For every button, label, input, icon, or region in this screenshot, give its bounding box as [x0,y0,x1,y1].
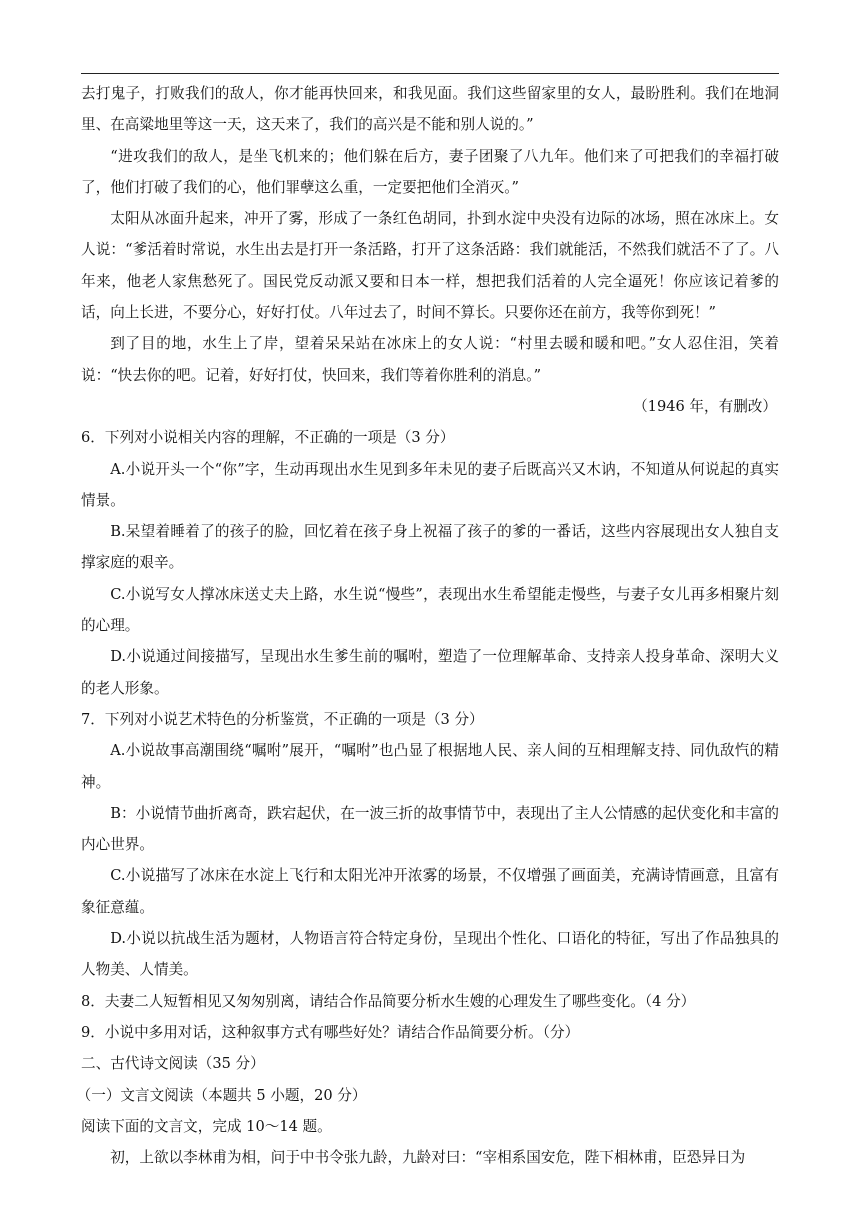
document-body [76,78,779,1173]
subsection-heading: （一）文言文阅读（本题共 5 小题，20 分） [76,1086,367,1104]
question-7-option-d: D.小说以抗战生活为题材，人物语言符合特定身份，呈现出个性化、口语化的特征，写出了作品独具的人物美、人情美。 [81,930,779,979]
header-rule [81,73,779,74]
passage-paragraph: 太阳从冰面升起来，冲开了雾，形成了一条红色胡同，扑到水淀中央没有边际的冰场，照在冰床上。女人说：“爹活着时常说，水生出去是打开一条活路，打开了这条活路：我们就能活，不然我们就活不了了。八年来，他老人家焦愁死了。国民党反动派又要和日本一样，想把我们活着的人完全逼死！你应该记着爹的话，向上长进，不要分心，好好打仗。八年过去了，时间不算长。只要你还在前方，我等你到死！” [81,210,779,322]
section-heading: 二、古代诗文阅读（35 分） [81,1055,265,1073]
question-8: 8．夫妻二人短暂相见又匆匆别离，请结合作品简要分析水生嫂的心理发生了哪些变化。（4 分） [81,992,696,1010]
question-7-option-c: C.小说描写了冰床在水淀上飞行和太阳光冲开浓雾的场景，不仅增强了画面美，充满诗情画意，且富有象征意蕴。 [81,867,779,916]
reading-instruction: 阅读下面的文言文，完成 10～14 题。 [81,1117,332,1135]
passage-paragraph: 到了目的地，水生上了岸，望着呆呆站在冰床上的女人说：“村里去暖和暖和吧。”女人忍住泪，笑着说：“快去你的吧。记着，好好打仗，快回来，我们等着你胜利的消息。” [81,335,779,384]
question-7-option-b: B：小说情节曲折离奇，跌宕起伏，在一波三折的故事情节中，表现出了主人公情感的起伏变化和丰富的内心世界。 [81,804,779,854]
passage-paragraph: 去打鬼子，打败我们的敌人，你才能再快回来，和我见面。我们这些留家里的女人，最盼胜利。我们在地洞里、在高粱地里等这一天，这天来了，我们的高兴是不能和别人说的。” [81,85,779,134]
question-7-stem: 7．下列对小说艺术特色的分析鉴赏，不正确的一项是（3 分） [81,710,484,728]
question-6-option-c: C.小说写女人撑冰床送丈夫上路，水生说“慢些”，表现出水生希望能走慢些，与妻子女儿再多相聚片刻的心理。 [81,585,779,635]
passage-paragraph: “进攻我们的敌人，是坐飞机来的；他们躲在后方，妻子团聚了八九年。他们来了可把我们的幸福打破了，他们打破了我们的心，他们罪孽这么重，一定要把他们全消灭。” [81,147,779,196]
question-7-option-a: A.小说故事高潮围绕“嘱咐”展开，“嘱咐”也凸显了根据地人民、亲人间的互相理解支持、同仇敌忾的精神。 [81,742,779,791]
source-note: （1946 年，有删改） [633,397,777,415]
question-9: 9．小说中多用对话，这种叙事方式有哪些好处？请结合作品简要分析。（分） [81,1023,580,1041]
question-6-option-a: A.小说开头一个“你”字，生动再现出水生见到多年未见的妻子后既高兴又木讷，不知道从何说起的真实情景。 [81,460,779,509]
question-6-option-b: B.呆望着睡着了的孩子的脸，回忆着在孩子身上祝福了孩子的爹的一番话，这些内容展现出女人独自支撑家庭的艰辛。 [81,523,779,572]
question-6-option-d: D.小说通过间接描写，呈现出水生爹生前的嘱咐，塑造了一位理解革命、支持亲人投身革命、深明大义的老人形象。 [81,648,779,697]
question-6-stem: 6．下列对小说相关内容的理解，不正确的一项是（3 分） [81,429,455,447]
classical-text-start: 初，上欲以李林甫为相，问于中书令张九龄，九龄对曰：“宰相系国安危，陛下相林甫，臣恐异日为 [110,1149,746,1167]
